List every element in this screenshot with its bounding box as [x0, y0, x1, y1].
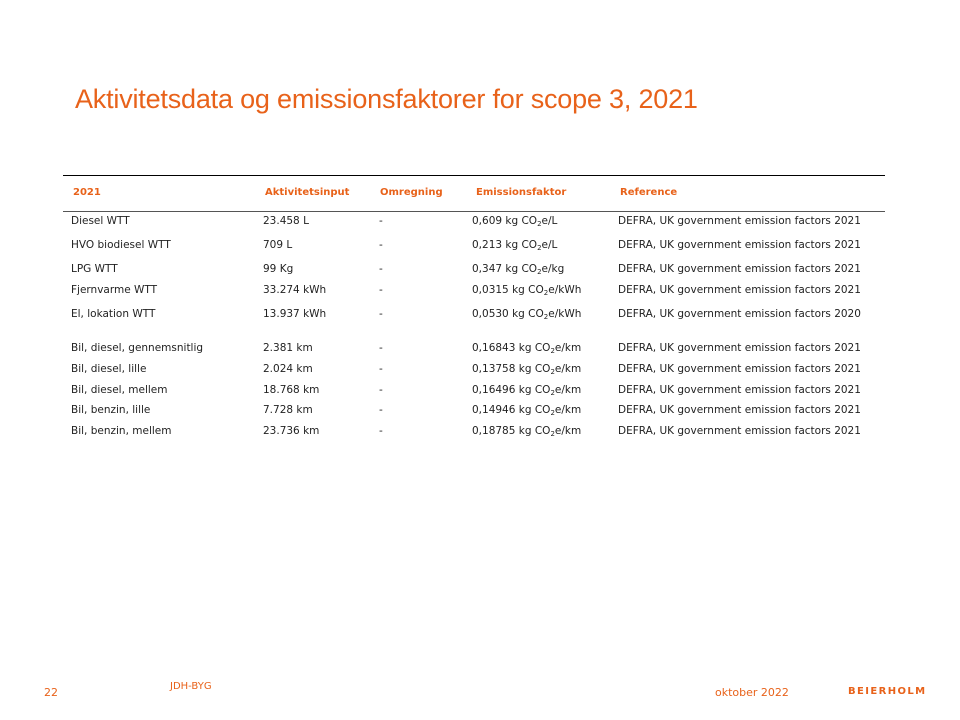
page-number: 22	[44, 686, 58, 699]
cell-input: 709 L	[263, 239, 293, 251]
header-rule	[63, 211, 885, 212]
cell-input: 99 Kg	[263, 263, 294, 275]
header-year: 2021	[73, 187, 101, 198]
cell-name: Bil, diesel, mellem	[71, 384, 168, 396]
cell-reference: DEFRA, UK government emission factors 2021	[618, 263, 861, 275]
cell-name: Bil, diesel, gennemsnitlig	[71, 342, 204, 354]
footer-date: oktober 2022	[715, 686, 789, 699]
cell-reference: DEFRA, UK government emission factors 2021	[618, 342, 861, 354]
header-reference: Reference	[620, 187, 678, 198]
cell-omregning: -	[379, 284, 383, 296]
cell-name: Bil, benzin, lille	[71, 404, 151, 416]
cell-reference: DEFRA, UK government emission factors 2021	[618, 239, 861, 251]
cell-input: 7.728 km	[263, 404, 313, 416]
cell-factor: 0,0315 kg $CO_2e$/kWh	[472, 284, 582, 297]
cell-reference: DEFRA, UK government emission factors 2021	[618, 384, 861, 396]
header-emissionsfaktor: Emissionsfaktor	[476, 187, 567, 198]
footer-company: JDH-BYG	[170, 681, 212, 692]
cell-omregning: -	[379, 239, 383, 251]
cell-input: 33.274 kWh	[263, 284, 327, 296]
table-row	[0, 404, 960, 422]
cell-reference: DEFRA, UK government emission factors 2021	[618, 215, 861, 227]
cell-factor: 0,347 kg $CO_2e/kg$	[472, 263, 565, 276]
cell-reference: DEFRA, UK government emission factors 2021	[618, 425, 861, 437]
cell-factor: 0,0530 kg $CO_2e$/kWh	[472, 308, 582, 321]
cell-omregning: -	[379, 263, 383, 275]
cell-factor: 0,16843 kg $CO_2e/km$	[472, 342, 582, 355]
table-row	[0, 239, 960, 257]
cell-name: El, lokation WTT	[71, 308, 156, 320]
cell-name: HVO biodiesel WTT	[71, 239, 171, 251]
cell-omregning: -	[379, 404, 383, 416]
cell-factor: 0,16496 kg $CO_2e/km$	[472, 384, 582, 397]
cell-name: Bil, benzin, mellem	[71, 425, 172, 437]
cell-input: 23.736 km	[263, 425, 320, 437]
cell-factor: 0,18785 kg $CO_2e/km$	[472, 425, 582, 438]
cell-reference: DEFRA, UK government emission factors 2021	[618, 363, 861, 375]
page-title: Aktivitetsdata og emissionsfaktorer for scope 3, 2021	[75, 84, 698, 114]
cell-omregning: -	[379, 384, 383, 396]
cell-name: Diesel WTT	[71, 215, 130, 227]
cell-input: 18.768 km	[263, 384, 320, 396]
table-row	[0, 263, 960, 281]
table-row	[0, 284, 960, 302]
beierholm-logo: BEIERHOLM	[848, 686, 927, 697]
table-row	[0, 308, 960, 326]
cell-reference: DEFRA, UK government emission factors 2021	[618, 404, 861, 416]
cell-reference: DEFRA, UK government emission factors 2020	[618, 308, 861, 320]
cell-omregning: -	[379, 363, 383, 375]
table-row	[0, 425, 960, 443]
cell-name: Fjernvarme WTT	[71, 284, 158, 296]
cell-reference: DEFRA, UK government emission factors 2021	[618, 284, 861, 296]
cell-input: 2.024 km	[263, 363, 313, 375]
cell-omregning: -	[379, 215, 383, 227]
cell-factor: 0,213 kg $CO_2e/L$	[472, 239, 558, 252]
header-omregning: Omregning	[380, 187, 443, 198]
table-row	[0, 363, 960, 381]
cell-factor: 0,13758 kg $CO_2e/km$	[472, 363, 582, 376]
cell-factor: 0,609 kg $CO_2e/L$	[472, 215, 558, 228]
table-row	[0, 342, 960, 360]
cell-name: Bil, diesel, lille	[71, 363, 147, 375]
cell-input: 2.381 km	[263, 342, 313, 354]
table-row	[0, 215, 960, 233]
header-aktivitetsinput: Aktivitetsinput	[265, 187, 350, 198]
cell-omregning: -	[379, 342, 383, 354]
cell-factor: 0,14946 kg $CO_2e/km$	[472, 404, 582, 417]
cell-omregning: -	[379, 308, 383, 320]
cell-name: LPG WTT	[71, 263, 118, 275]
cell-input: 23.458 L	[263, 215, 309, 227]
cell-input: 13.937 kWh	[263, 308, 327, 320]
table-top-rule	[63, 175, 885, 176]
table-row	[0, 384, 960, 402]
cell-omregning: -	[379, 425, 383, 437]
